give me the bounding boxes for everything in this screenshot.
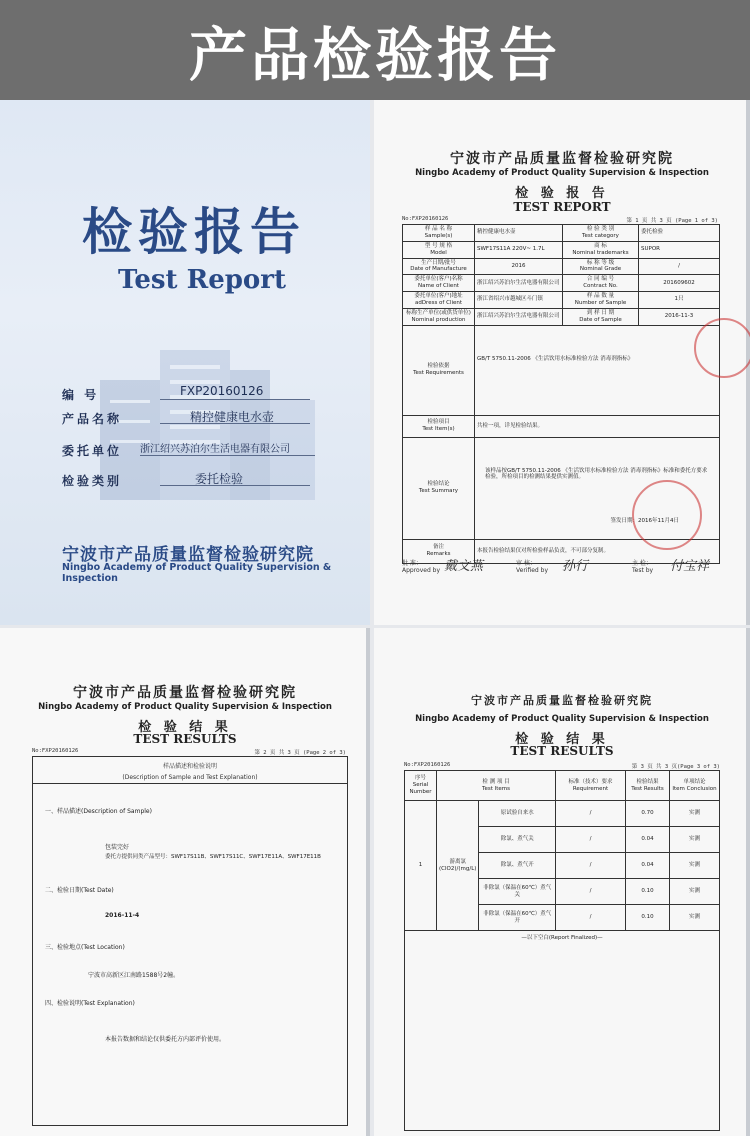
- cover-field-category: 检验类别: [62, 474, 123, 488]
- cover-value-product: 精控健康电水壶: [160, 408, 310, 424]
- verified-label: 审 核： Verified by: [516, 560, 549, 574]
- red-seal-stamp-issue: [632, 480, 702, 550]
- table-row: 备注 Remarks 本报告检验结果仅对所检验样品负责，不可部分复制。: [403, 539, 720, 563]
- cover-field-client: 委托单位: [62, 444, 123, 458]
- cover-title-cn: 检验报告: [82, 203, 306, 261]
- page-banner: [0, 0, 750, 100]
- page2-section-3: 三、检验地点(Test Location): [45, 944, 125, 951]
- table-row: —以下空白(Report Finalized)—: [405, 931, 720, 1131]
- page2-box-header: 样品描述和检验说明 (Description of Sample and Test Explanation): [32, 756, 348, 784]
- issue-date: 签发日期：2016年11月4日: [610, 517, 679, 524]
- page2-section-1: 一、样品描述(Description of Sample): [45, 808, 152, 815]
- table-row: 非除氯（保温在60℃）煮气开 / 0.10 实测: [405, 905, 720, 931]
- approved-signature: 戴文燕: [444, 559, 484, 574]
- table-row: 非除氯（保温在60℃）煮气关 / 0.10 实测: [405, 879, 720, 905]
- cover-field-number: 编 号: [62, 388, 100, 402]
- report-page-1: [374, 100, 750, 625]
- page2-title-cn: 检 验 结 果: [138, 720, 232, 735]
- approved-label: 批 准： Approved by: [402, 560, 441, 574]
- cover-value-client: 浙江绍兴苏泊尔生活电器有限公司: [140, 440, 315, 456]
- page2-institute-en: Ningbo Academy of Product Quality Supervision & Inspection: [38, 702, 332, 712]
- page2-section-1b: 委托方提供同类产品型号：SWF17S11B、SWF17S11C、SWF17E11A、SWF17E11B: [105, 854, 321, 860]
- page2-section-4a: 本报告数据和结论仅供委托方内部评价使用。: [105, 1036, 226, 1043]
- cover-title-en: Test Report: [118, 265, 286, 295]
- table-row: 样 品 名 称 Sample(s) 精控健康电水壶 检 验 类 别 Test category 委托检验: [403, 225, 720, 242]
- page2-page: 第 2 页 共 3 页 (Page 2 of 3): [254, 750, 346, 756]
- report-page-3: [374, 628, 750, 1136]
- cover-value-number: FXP20160126: [160, 384, 310, 400]
- page3-number: No:FXP20160126: [404, 762, 451, 768]
- table-row: 除氯、煮气关 / 0.04 实测: [405, 827, 720, 853]
- cover-institute-cn: 宁波市产品质量监督检验研究院: [62, 545, 314, 565]
- report-page-2: [0, 628, 370, 1136]
- page1-number: No:FXP20160126: [402, 216, 449, 222]
- page2-section-1a: 包装完好: [105, 844, 130, 851]
- table-row: 序号 Serial Number 检 测 项 目 Test Items 标准（技术）要求 Requirement 检验结果 Test Results 单项结论 Item Conclusion: [405, 771, 720, 801]
- page3-page: 第 3 页 共 3 页(Page 3 of 3): [631, 764, 720, 770]
- page2-title-en: TEST RESULTS: [133, 732, 237, 746]
- page2-institute-cn: 宁波市产品质量监督检验研究院: [73, 685, 297, 701]
- table-row: 标称生产单位(或供货单位) Nominal production 浙江绍兴苏泊尔生活电器有限公司 到 样 日 期 Date of Sample 2016-11-3: [403, 308, 720, 325]
- page1-title-cn: 检 验 报 告: [515, 186, 609, 201]
- cover-field-product: 产品名称: [62, 412, 123, 426]
- page1-page: 第 1 页 共 3 页 (Page 1 of 3): [626, 218, 718, 224]
- page3-results-table: [404, 770, 720, 1131]
- page1-institute-en: Ningbo Academy of Product Quality Supervision & Inspection: [415, 168, 709, 178]
- banner-title: 产品检验报告: [188, 21, 561, 89]
- page2-section-3a: 宁波市高新区江南路1588号2幢。: [88, 972, 180, 979]
- table-row: 委托单位(客户)名称 Name of Client 浙江绍兴苏泊尔生活电器有限公司 合 同 编 号 Contract No. 201609602: [403, 275, 720, 292]
- cover-value-category: 委托检验: [160, 470, 310, 486]
- page1-title-en: TEST REPORT: [513, 200, 611, 214]
- cover-institute-en: Ningbo Academy of Product Quality Supervision & Inspection: [62, 562, 332, 584]
- page3-institute-en: Ningbo Academy of Product Quality Supervision & Inspection: [415, 714, 709, 724]
- page3-institute-cn: 宁波市产品质量监督检验研究院: [471, 694, 653, 707]
- tested-signature: 付宝祥: [670, 559, 710, 574]
- table-row: 委托单位(客户)地址 adDress of Client 浙江省绍兴市越城区斗门镇 样 品 数 量 Number of Sample 1只: [403, 292, 720, 309]
- table-row: 除氯、煮气开 / 0.04 实测: [405, 853, 720, 879]
- page2-section-2: 二、检验日期(Test Date): [45, 887, 114, 894]
- table-row: 检验依据 Test Requirements GB/T 5750.11-2006 《生活饮用水标准检验方法 消毒剂指标》: [403, 325, 720, 415]
- page1-institute-cn: 宁波市产品质量监督检验研究院: [450, 151, 674, 167]
- page3-title-en: TEST RESULTS: [510, 744, 614, 758]
- report-cover: [0, 100, 370, 625]
- verified-signature: 孙行: [562, 559, 589, 574]
- red-seal-stamp: [694, 318, 750, 378]
- table-row: 型 号 规 格 Model SWF17S11A 220V~ 1.7L 商 标 Nominal trademarks SUPOR: [403, 241, 720, 258]
- table-row: 生产日期/批号 Date of Manufacture 2016 标 称 等 级 Nominal Grade /: [403, 258, 720, 275]
- table-row: 检验项目 Test Item(s) 共检一项，详见检验结果。: [403, 415, 720, 437]
- table-row: 1 游离氯(ClO2)/(mg/L) 原试验自来水 / 0.70 实测: [405, 801, 720, 827]
- table-row: 检验结论 Test Summary 该样品按GB/T 5750.11-2006 《生活饮用水标准检验方法 消毒剂指标》标准和委托方要求检验，所检项目的检测结果提供实测值。 签发日期：2016年11月4日: [403, 437, 720, 539]
- page2-section-4: 四、检验说明(Test Explanation): [45, 1000, 135, 1007]
- page3-title-cn: 检 验 结 果: [515, 732, 609, 747]
- page2-number: No:FXP20160126: [32, 748, 79, 754]
- page2-section-2a: 2016-11-4: [105, 912, 140, 919]
- tested-label: 主 检： Test by: [632, 560, 654, 574]
